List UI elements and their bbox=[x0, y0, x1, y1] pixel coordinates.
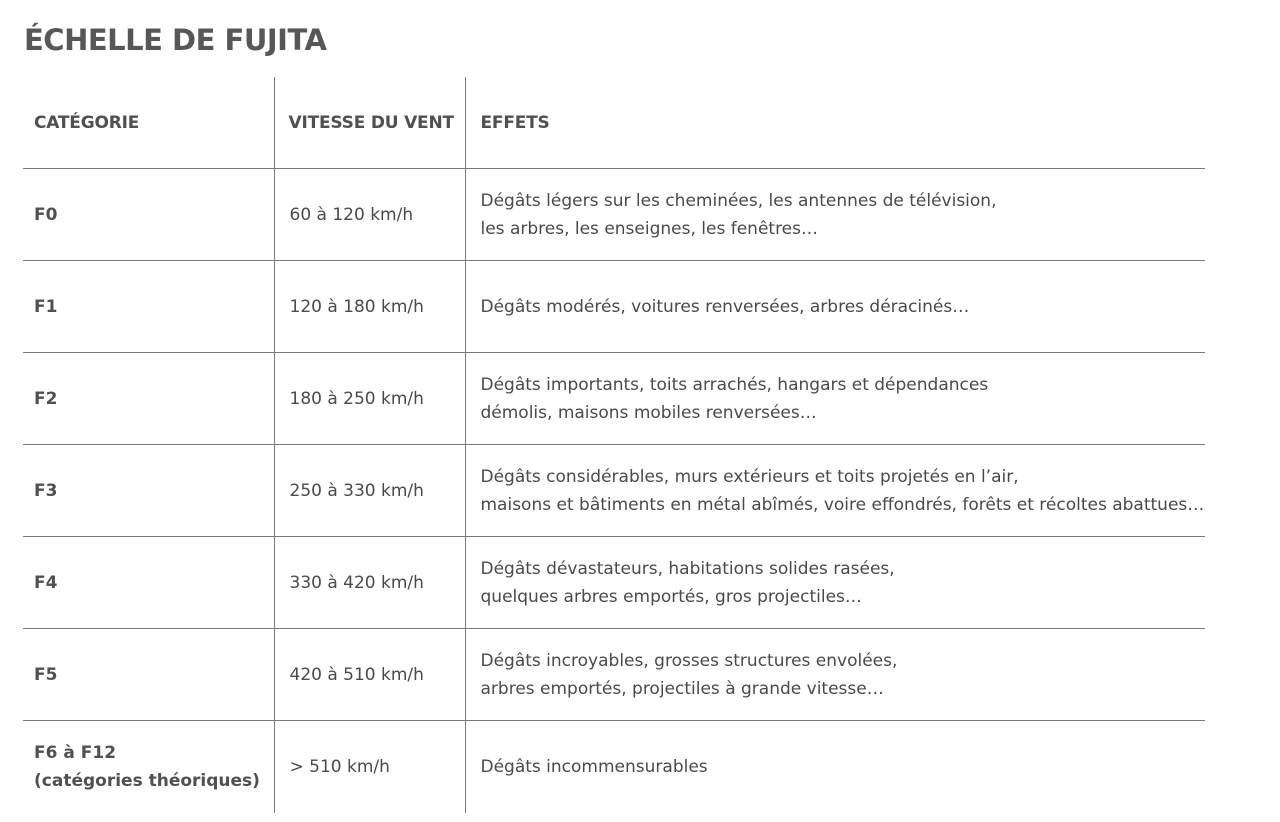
table-row bbox=[23, 261, 1205, 353]
table-row bbox=[23, 721, 1205, 814]
effects-line: les arbres, les enseignes, les fenêtres… bbox=[480, 218, 819, 239]
header-wind-speed: VITESSE DU VENT bbox=[274, 77, 465, 169]
category-cell bbox=[23, 629, 274, 721]
table-row bbox=[23, 353, 1205, 445]
category-label: F5 bbox=[34, 664, 58, 685]
effects-cell bbox=[465, 445, 1205, 537]
effects-cell bbox=[465, 353, 1205, 445]
header-category: CATÉGORIE bbox=[23, 77, 274, 169]
effects-cell bbox=[465, 721, 1205, 814]
category-cell bbox=[23, 445, 274, 537]
wind-speed-cell: 250 à 330 km/h bbox=[274, 445, 465, 537]
table-header-row bbox=[23, 77, 1205, 169]
wind-speed-cell: 180 à 250 km/h bbox=[274, 353, 465, 445]
wind-speed-cell: 330 à 420 km/h bbox=[274, 537, 465, 629]
effects-line: Dégâts incommensurables bbox=[480, 757, 708, 777]
effects-line: démolis, maisons mobiles renversées… bbox=[480, 402, 817, 423]
effects-line: Dégâts légers sur les cheminées, les antennes de télévision, bbox=[480, 190, 997, 211]
effects-line: maisons et bâtiments en métal abîmés, voire effondrés, forêts et récoltes abattues… bbox=[480, 494, 1205, 515]
fujita-scale-table bbox=[23, 77, 1205, 813]
category-cell bbox=[23, 721, 274, 814]
header-effects: EFFETS bbox=[465, 77, 1205, 169]
category-cell bbox=[23, 169, 274, 261]
category-note: (catégories théoriques) bbox=[34, 771, 260, 791]
effects-line: Dégâts importants, toits arrachés, hangars et dépendances bbox=[480, 374, 989, 395]
effects-line: Dégâts incroyables, grosses structures envolées, bbox=[480, 650, 898, 671]
category-label: F3 bbox=[34, 480, 58, 501]
wind-speed-cell: 60 à 120 km/h bbox=[274, 169, 465, 261]
category-label: F6 à F12 bbox=[34, 743, 117, 763]
effects-line: Dégâts modérés, voitures renversées, arbres déracinés… bbox=[480, 296, 970, 317]
effects-cell bbox=[465, 537, 1205, 629]
wind-speed-cell: 120 à 180 km/h bbox=[274, 261, 465, 353]
effects-line: quelques arbres emportés, gros projectiles… bbox=[480, 586, 862, 607]
table-row bbox=[23, 169, 1205, 261]
category-cell bbox=[23, 353, 274, 445]
effects-cell bbox=[465, 261, 1205, 353]
page-title: ÉCHELLE DE FUJITA bbox=[24, 23, 327, 57]
effects-line: Dégâts dévastateurs, habitations solides rasées, bbox=[480, 558, 895, 579]
table-row bbox=[23, 629, 1205, 721]
wind-speed-cell: > 510 km/h bbox=[274, 721, 465, 814]
category-label: F2 bbox=[34, 388, 58, 409]
effects-cell bbox=[465, 169, 1205, 261]
category-label: F0 bbox=[34, 204, 58, 225]
table-row bbox=[23, 537, 1205, 629]
table-row bbox=[23, 445, 1205, 537]
category-label: F1 bbox=[34, 296, 58, 317]
category-cell bbox=[23, 261, 274, 353]
wind-speed-cell: 420 à 510 km/h bbox=[274, 629, 465, 721]
effects-line: Dégâts considérables, murs extérieurs et toits projetés en l’air, bbox=[480, 466, 1019, 487]
category-label: F4 bbox=[34, 572, 58, 593]
effects-cell bbox=[465, 629, 1205, 721]
category-cell bbox=[23, 537, 274, 629]
effects-line: arbres emportés, projectiles à grande vitesse… bbox=[480, 678, 884, 699]
